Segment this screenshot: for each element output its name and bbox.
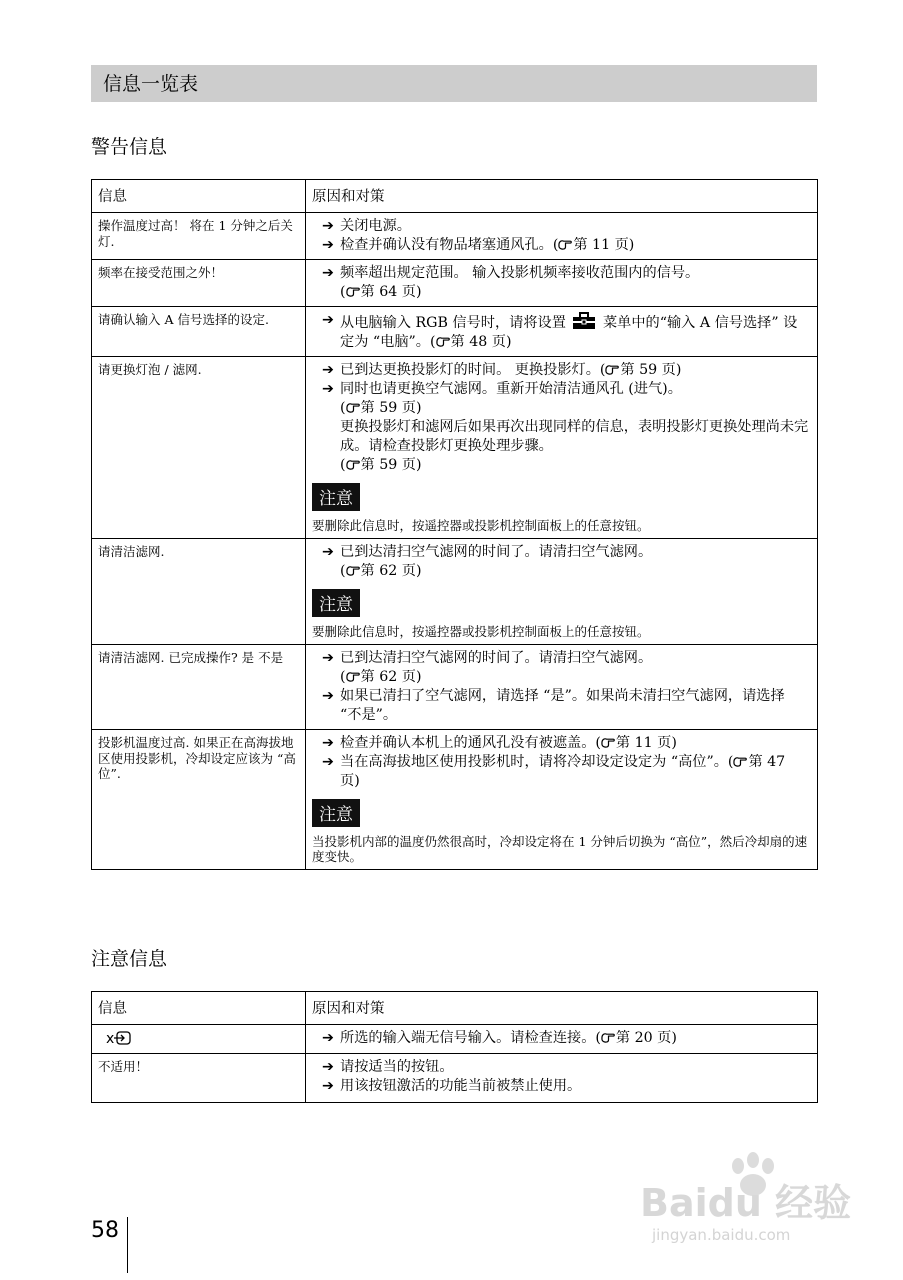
- note-text: 要删除此信息时，按遥控器或投影机控制面板上的任意按钮。: [312, 624, 650, 639]
- table-header-row: [92, 992, 818, 1025]
- table-row: [92, 260, 818, 307]
- column-header-cause: 原因和对策: [306, 180, 818, 213]
- arrow-icon: ➔: [322, 362, 334, 378]
- item-text: 用该按钮激活的功能当前被禁止使用。: [340, 1077, 582, 1094]
- page-reference-icon: [733, 754, 748, 768]
- page-reference-icon: [601, 735, 616, 749]
- list-item-continuation: [322, 399, 809, 418]
- item-text: 请按适当的按钮。: [340, 1058, 454, 1075]
- warning-section-title: 警告信息: [91, 136, 168, 158]
- list-item: [322, 1029, 809, 1048]
- caution-section-title: 注意信息: [91, 948, 168, 970]
- paren: (: [340, 400, 346, 416]
- warning-table: [91, 179, 818, 870]
- message-cell: 请确认输入 A 信号选择的设定.: [92, 307, 306, 357]
- paren: (: [340, 669, 346, 685]
- arrow-icon: ➔: [322, 754, 334, 770]
- cause-cell: [306, 1025, 818, 1054]
- item-text: 已到达清扫空气滤网的时间了。请清扫空气滤网。: [340, 650, 653, 666]
- item-text: 检查并确认本机上的通风孔没有被遮盖。(: [340, 735, 601, 751]
- item-text: 从电脑输入 RGB 信号时，请将设置: [340, 315, 566, 331]
- page-number: 58: [91, 1218, 119, 1243]
- item-text: 同时也请更换空气滤网。重新开始清洁通风孔 (进气)。: [340, 381, 682, 397]
- list-item-continuation: [322, 562, 809, 581]
- page-reference-icon: [346, 400, 361, 414]
- page-reference-icon: [601, 1030, 616, 1044]
- cause-cell: [306, 645, 818, 730]
- list-item: [322, 311, 809, 352]
- page-reference: 第 59 页): [620, 362, 682, 378]
- baidu-watermark: [640, 1150, 850, 1260]
- item-text: 频率超出规定范围。 输入投影机频率接收范围内的信号。: [340, 265, 700, 281]
- x-glyph: x: [106, 1031, 115, 1047]
- page-reference-icon: [436, 334, 451, 348]
- list-item: [322, 264, 809, 283]
- watermark-url: jingyan.baidu.com: [652, 1226, 791, 1244]
- arrow-icon: ➔: [322, 688, 334, 704]
- arrow-icon: ➔: [322, 237, 334, 253]
- list-item: [322, 380, 809, 399]
- list-item: [322, 753, 809, 791]
- page-reference-icon: [346, 284, 361, 298]
- column-header-message: 信息: [92, 180, 306, 213]
- list-item: [322, 649, 809, 668]
- message-cell: 请清洁滤网. 已完成操作? 是 不是: [92, 645, 306, 730]
- table-row: [92, 1025, 818, 1054]
- note-text: 要删除此信息时，按遥控器或投影机控制面板上的任意按钮。: [312, 518, 650, 533]
- paren: (: [340, 563, 346, 579]
- message-cell: 频率在接受范围之外！: [92, 260, 306, 307]
- arrow-icon: ➔: [322, 381, 334, 397]
- list-item: [322, 687, 809, 725]
- table-row: [92, 645, 818, 730]
- note-label: 注意: [312, 483, 360, 511]
- message-cell: 请清洁滤网.: [92, 539, 306, 645]
- message-cell: 请更换灯泡 / 滤网.: [92, 357, 306, 539]
- item-text: 检查并确认没有物品堵塞通风孔。(: [340, 237, 559, 253]
- item-text: 菜单中的“输入 A 信号选择” 设定为 “电脑”。(: [340, 315, 798, 350]
- page-reference: 第 48 页): [450, 334, 512, 350]
- column-header-message: 信息: [92, 992, 306, 1025]
- table-row: [92, 730, 818, 870]
- page-reference-icon: [346, 563, 361, 577]
- table-header-row: [92, 180, 818, 213]
- arrow-icon: ➔: [322, 1058, 334, 1075]
- page-reference-icon: [558, 237, 573, 251]
- note-text: 当投影机内部的温度仍然很高时，冷却设定将在 1 分钟后切换为 “高位”，然后冷却扇的速度变快。: [312, 834, 808, 864]
- caution-table: [91, 991, 818, 1103]
- list-item: [322, 1077, 809, 1096]
- note-label: 注意: [312, 589, 360, 617]
- page-reference: 第 11 页): [615, 735, 677, 751]
- cause-cell: [306, 213, 818, 260]
- table-row: [92, 357, 818, 539]
- list-item-continuation: [322, 456, 809, 475]
- item-text: 如果已清扫了空气滤网，请选择 “是”。如果尚未清扫空气滤网，请选择 “不是”。: [340, 688, 785, 723]
- list-item: [322, 217, 809, 236]
- list-item: [322, 734, 809, 753]
- arrow-icon: ➔: [322, 265, 334, 281]
- arrow-icon: ➔: [322, 312, 334, 328]
- list-item-continuation: [322, 668, 809, 687]
- item-text: 关闭电源。: [340, 218, 411, 234]
- list-item: [322, 1058, 809, 1077]
- input-icon: [114, 1030, 132, 1046]
- page-header-title: 信息一览表: [103, 73, 199, 95]
- arrow-icon: ➔: [322, 1077, 334, 1094]
- paren: (: [340, 284, 346, 300]
- list-item-continuation: [322, 283, 809, 302]
- page-number-divider: [127, 1217, 128, 1273]
- page-reference: 第 11 页): [573, 237, 635, 253]
- arrow-icon: ➔: [322, 544, 334, 560]
- message-cell: 投影机温度过高. 如果正在高海拔地区使用投影机，冷却设定应该为 “高位”.: [92, 730, 306, 870]
- message-cell: [92, 1025, 306, 1054]
- page-reference-icon: [346, 457, 361, 471]
- cause-cell: [306, 730, 818, 870]
- paren: (: [340, 457, 346, 473]
- cause-cell: [306, 539, 818, 645]
- no-input-signal-icon: [106, 1031, 132, 1047]
- item-text: 已到达清扫空气滤网的时间了。请清扫空气滤网。: [340, 544, 653, 560]
- page-reference-icon: [346, 669, 361, 683]
- page-reference: 第 64 页): [360, 284, 422, 300]
- arrow-icon: ➔: [322, 735, 334, 751]
- cause-cell: [306, 357, 818, 539]
- message-cell: 操作温度过高！ 将在 1 分钟之后关灯.: [92, 213, 306, 260]
- list-item-continuation: 更换投影灯和滤网后如果再次出现同样的信息，表明投影灯更换处理尚未完成。请检查投影灯更换处理步骤。: [340, 419, 809, 454]
- page-header-bar: [91, 65, 817, 102]
- arrow-icon: ➔: [322, 1030, 334, 1046]
- page-reference-icon: [605, 362, 620, 376]
- arrow-icon: ➔: [322, 650, 334, 666]
- cause-cell: [306, 1053, 818, 1102]
- cause-cell: [306, 260, 818, 307]
- table-row: [92, 1053, 818, 1102]
- toolbox-icon: [570, 311, 598, 331]
- item-text: 所选的输入端无信号输入。请检查连接。(: [340, 1030, 601, 1046]
- page-reference: 第 59 页): [360, 400, 422, 416]
- cause-cell: [306, 307, 818, 357]
- list-item: [322, 543, 809, 562]
- page-reference: 第 59 页): [360, 457, 422, 473]
- page-reference: 第 47 页): [340, 754, 786, 789]
- page-reference: 第 62 页): [360, 669, 422, 685]
- table-row: [92, 307, 818, 357]
- item-text: 已到达更换投影灯的时间。 更换投影灯。(: [340, 362, 606, 378]
- table-row: [92, 213, 818, 260]
- list-item: [322, 361, 809, 380]
- item-text: 当在高海拔地区使用投影机时，请将冷却设定设定为 “高位”。(: [340, 754, 734, 770]
- arrow-icon: ➔: [322, 218, 334, 234]
- page-reference: 第 20 页): [615, 1030, 677, 1046]
- list-item: [322, 236, 809, 255]
- watermark-brand: Baidu 经验: [640, 1181, 852, 1225]
- message-cell: 不适用！: [92, 1053, 306, 1102]
- column-header-cause: 原因和对策: [306, 992, 818, 1025]
- page-reference: 第 62 页): [360, 563, 422, 579]
- table-row: [92, 539, 818, 645]
- note-label: 注意: [312, 799, 360, 827]
